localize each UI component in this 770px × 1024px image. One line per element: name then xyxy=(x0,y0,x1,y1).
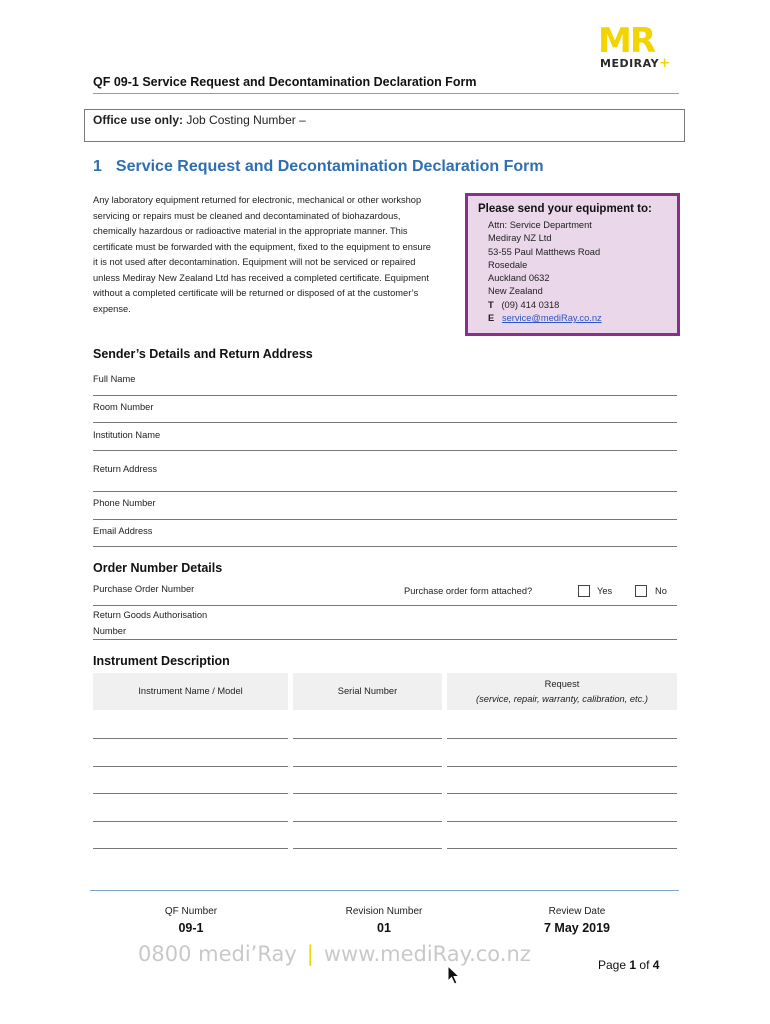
page-of: of xyxy=(639,958,650,972)
phone-line xyxy=(488,299,667,312)
revision-value: 01 xyxy=(377,921,391,935)
col-request xyxy=(447,673,677,710)
page-total: 4 xyxy=(652,958,660,972)
address-line: New Zealand xyxy=(488,286,543,297)
yes-label: Yes xyxy=(597,586,613,596)
section-title-text: Service Request and Decontamination Declaration Form xyxy=(115,158,544,175)
serial-number-cell[interactable] xyxy=(293,738,442,739)
room-number-label: Room Number xyxy=(93,402,154,412)
phone-label: T xyxy=(488,299,494,310)
logo-plus: + xyxy=(659,56,671,71)
mediray-logo xyxy=(596,21,676,71)
col-request-hint: (service, repair, warranty, calibration, etc.) xyxy=(476,693,648,704)
qf-value: 09-1 xyxy=(178,921,204,935)
col-instrument-name: Instrument Name / Model xyxy=(93,673,288,710)
office-use-box xyxy=(84,109,685,142)
send-box-title: Please send your equipment to: xyxy=(478,203,652,215)
col-request-title: Request xyxy=(544,678,580,689)
office-use-label: Office use only: xyxy=(93,113,184,127)
yes-checkbox[interactable] xyxy=(578,585,590,597)
room-number-field[interactable] xyxy=(93,422,677,423)
address-line: Rosedale xyxy=(488,259,528,270)
rga-number-field[interactable] xyxy=(93,639,677,640)
po-number-label: Purchase Order Number xyxy=(93,584,195,594)
send-equipment-box xyxy=(465,193,680,336)
rga-label-line1: Return Goods Authorisation xyxy=(93,610,208,620)
form-header: QF 09-1 Service Request and Decontamination Declaration Form xyxy=(93,75,477,89)
qf-label: QF Number xyxy=(164,906,218,917)
serial-number-cell[interactable] xyxy=(293,793,442,794)
logo-mark: MR xyxy=(598,21,655,61)
address-line: Auckland 0632 xyxy=(488,273,550,284)
serial-number-cell[interactable] xyxy=(293,766,442,767)
page-prefix: Page xyxy=(598,958,627,972)
rga-label xyxy=(93,608,207,639)
serial-number-cell[interactable] xyxy=(293,848,442,849)
request-cell[interactable] xyxy=(447,793,677,794)
address-line: Attn: Service Department xyxy=(488,220,592,230)
request-cell[interactable] xyxy=(447,821,677,822)
email-label: E xyxy=(488,313,495,324)
brand-website: www.mediRay.co.nz xyxy=(323,942,531,966)
send-box-address xyxy=(478,219,667,325)
header-divider xyxy=(93,93,679,94)
footer-revision xyxy=(309,906,459,935)
logo-wordmark xyxy=(600,56,671,71)
footer-qf xyxy=(116,906,266,935)
request-cell[interactable] xyxy=(447,848,677,849)
review-value: 7 May 2019 xyxy=(543,921,611,935)
email-line xyxy=(488,312,667,325)
phone-number-field[interactable] xyxy=(93,519,677,520)
address-line: 53-55 Paul Matthews Road xyxy=(488,246,601,257)
intro-paragraph: Any laboratory equipment returned for electronic, mechanical or other workshop servicing or repairs must be cleaned and decontaminated of biohazardous, chemically hazardous or radioactive material in the appropriate manner. This certificate must be forwarded with the equipment, fixed to the equipment to ensure it is not used after decontamination. Equipment will not be serviced or repaired unless Mediray New Zealand Ltd has received a completed certificate. Equipment without a completed certificate will be returned or disposed of at the customer’s expense. xyxy=(93,195,431,314)
request-cell[interactable] xyxy=(447,738,677,739)
no-label: No xyxy=(655,586,667,596)
order-heading: Order Number Details xyxy=(93,561,223,575)
page-number xyxy=(598,958,659,972)
email-address-label: Email Address xyxy=(93,526,153,536)
return-address-label: Return Address xyxy=(93,464,158,474)
po-attached-label: Purchase order form attached? xyxy=(404,586,533,596)
section-title xyxy=(93,158,544,176)
instrument-name-cell[interactable] xyxy=(93,821,288,822)
brand-separator: | xyxy=(306,942,314,966)
brand-footer xyxy=(138,942,531,966)
full-name-field[interactable] xyxy=(93,395,677,396)
request-cell[interactable] xyxy=(447,766,677,767)
instrument-name-cell[interactable] xyxy=(93,848,288,849)
instrument-name-cell[interactable] xyxy=(93,793,288,794)
revision-label: Revision Number xyxy=(345,906,423,917)
footer-divider xyxy=(90,890,679,891)
brand-phone: 0800 medi’Ray xyxy=(138,942,297,966)
instrument-name-cell[interactable] xyxy=(93,766,288,767)
no-checkbox[interactable] xyxy=(635,585,647,597)
serial-number-cell[interactable] xyxy=(293,821,442,822)
mouse-cursor-icon xyxy=(447,965,461,985)
institution-name-field[interactable] xyxy=(93,450,677,451)
address-line: Mediray NZ Ltd xyxy=(488,233,552,244)
phone-number-label: Phone Number xyxy=(93,498,156,508)
instrument-heading: Instrument Description xyxy=(93,654,230,668)
po-number-field[interactable] xyxy=(93,605,677,606)
footer-review xyxy=(502,906,652,935)
return-address-field[interactable] xyxy=(93,491,677,492)
logo-word: MEDIRAY xyxy=(600,57,660,70)
email-link[interactable]: service@mediRay.co.nz xyxy=(501,313,602,324)
col-serial-number: Serial Number xyxy=(293,673,442,710)
full-name-label: Full Name xyxy=(93,374,136,384)
office-use-text: Job Costing Number – xyxy=(186,113,306,127)
rga-label-line2: Number xyxy=(93,625,127,636)
email-address-field[interactable] xyxy=(93,546,677,547)
phone-value: (09) 414 0318 xyxy=(501,299,560,310)
instrument-name-cell[interactable] xyxy=(93,738,288,739)
section-number: 1 xyxy=(93,158,102,175)
page-current: 1 xyxy=(629,958,637,972)
sender-heading: Sender’s Details and Return Address xyxy=(93,347,313,361)
review-label: Review Date xyxy=(548,906,606,917)
institution-name-label: Institution Name xyxy=(93,430,161,440)
